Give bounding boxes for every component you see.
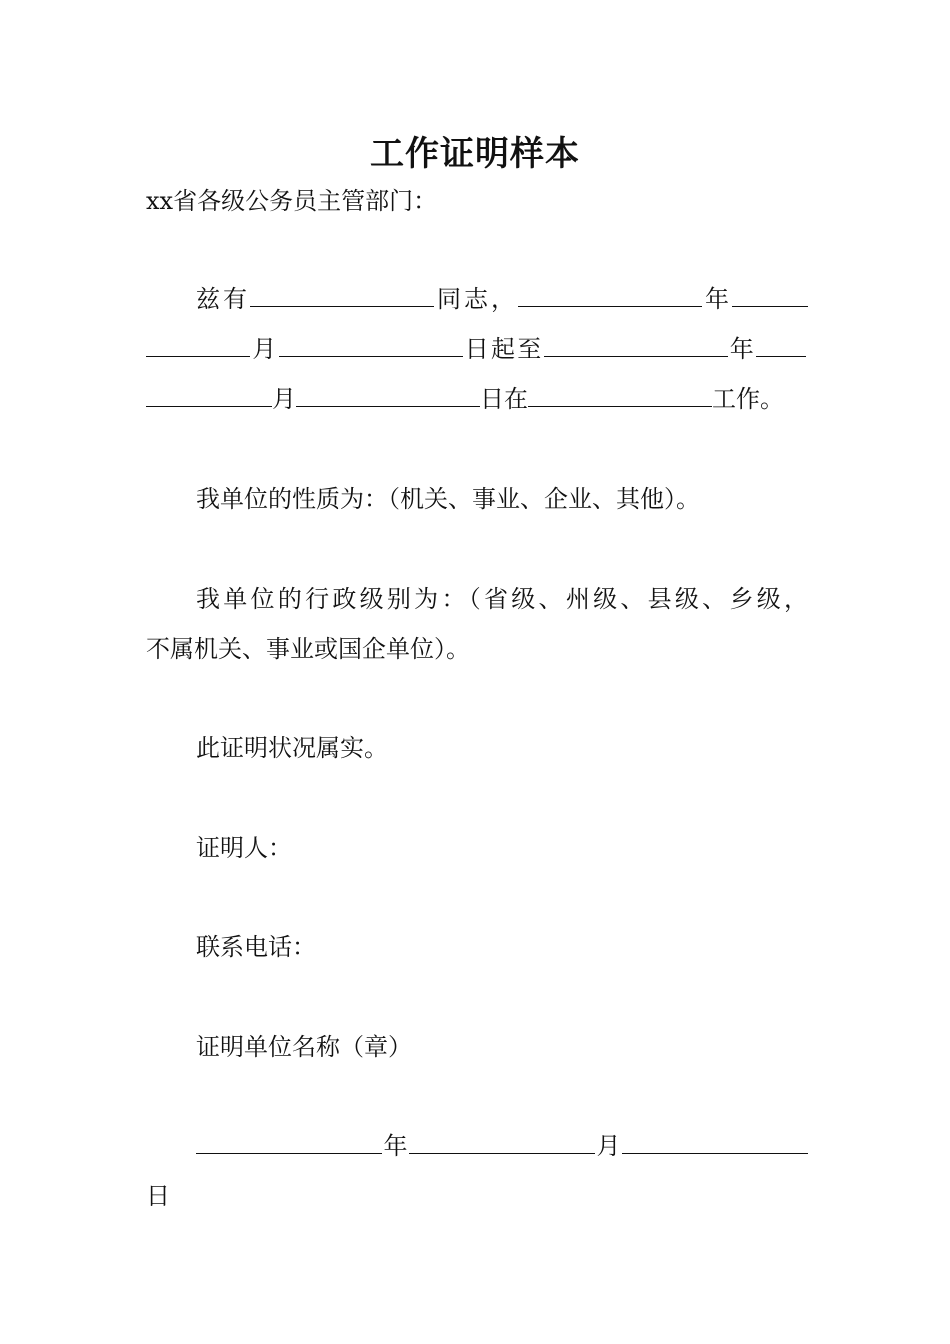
date-day-label: 日 — [146, 1182, 170, 1210]
salutation: xx省各级公务员主管部门： — [146, 187, 438, 215]
text-zi-you: 兹有 — [196, 285, 250, 313]
unit-nature: 我单位的性质为：（机关、事业、企业、其他）。 — [196, 485, 700, 513]
blank-end-day — [296, 384, 480, 407]
blank-workplace — [528, 384, 712, 407]
text-tong-zhi: 同志， — [434, 285, 518, 313]
blank-end-year — [544, 334, 728, 357]
blank-start-year — [518, 284, 702, 307]
blank-name — [250, 284, 434, 307]
text-ri-zai: 日在 — [480, 385, 528, 413]
blank-sign-year — [196, 1131, 382, 1154]
text-yue-2: 月 — [272, 385, 296, 413]
admin-level-text-1: 我单位的行政级别为：（省级、州级、县级、乡级， — [196, 585, 808, 613]
blank-sign-day — [622, 1131, 808, 1154]
blank-start-month-part — [732, 284, 808, 307]
fill-line-1 — [196, 284, 808, 314]
text-gong-zuo: 工作。 — [712, 385, 784, 413]
text-yue-3: 月 — [595, 1132, 622, 1160]
text-nian-3: 年 — [382, 1132, 409, 1160]
blank-start-day — [279, 334, 463, 357]
fill-line-3 — [146, 384, 806, 414]
statement: 此证明状况属实。 — [196, 734, 388, 762]
text-nian-2: 年 — [727, 335, 756, 363]
blank-start-month — [146, 334, 250, 357]
document-title: 工作证明样本 — [370, 134, 580, 174]
org-name-label: 证明单位名称（章） — [196, 1033, 412, 1061]
text-nian: 年 — [702, 285, 732, 313]
text-ri-qi-zhi: 日起至 — [462, 335, 544, 363]
phone-label: 联系电话： — [196, 933, 316, 961]
text-yue: 月 — [250, 335, 279, 363]
blank-end-month — [146, 384, 272, 407]
admin-level-line-2: 不属机关、事业或国企单位）。 — [146, 635, 470, 663]
certifier-label: 证明人： — [196, 834, 292, 862]
admin-level-line-1 — [196, 584, 808, 614]
date-line — [196, 1131, 808, 1161]
blank-sign-month — [409, 1131, 595, 1154]
blank-end-month-part — [756, 334, 806, 357]
fill-line-2 — [146, 334, 806, 364]
